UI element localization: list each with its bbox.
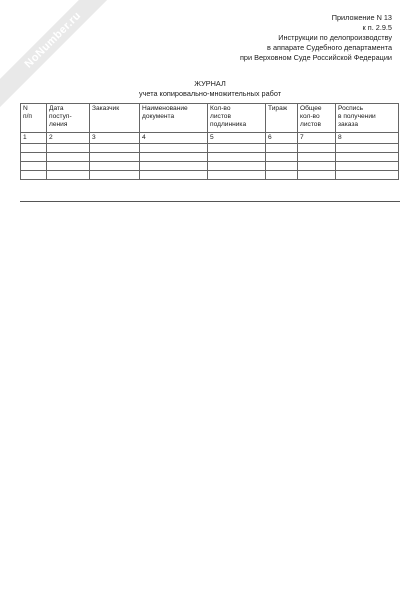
table-cell [266,153,298,162]
table-cell [21,171,47,180]
column-header [47,104,90,133]
column-header-line: Кол-во [210,105,231,112]
column-header-line: листов [300,121,321,128]
table-cell [90,162,140,171]
appendix-department: в аппарате Судебного департамента [267,43,392,52]
column-number-row [21,133,399,144]
table-cell [298,171,336,180]
table-cell [21,153,47,162]
appendix-instruction: Инструкции по делопроизводству [278,33,392,42]
column-header-line: в получении [338,113,376,120]
column-header [21,104,47,133]
table-row [21,162,399,171]
table-cell [266,162,298,171]
table-cell [336,144,399,153]
column-header-line: п/п [23,113,32,120]
column-number-cell: 1 [21,133,47,144]
table-cell [298,162,336,171]
table-cell [336,171,399,180]
table-row [21,153,399,162]
column-number-cell: 7 [298,133,336,144]
column-number-cell: 3 [90,133,140,144]
table-cell [208,153,266,162]
table-header-row [21,104,399,133]
watermark-label: NoNumber.ru [0,0,120,114]
column-header-line: листов [210,113,231,120]
column-header [208,104,266,133]
column-number-cell: 4 [140,133,208,144]
table-cell [47,171,90,180]
appendix-clause: к п. 2.9.5 [362,23,392,32]
watermark [0,0,120,120]
column-header-line: Роспись [338,105,364,112]
column-header-line: N [23,105,28,112]
table-cell [90,171,140,180]
table-cell [47,153,90,162]
table-cell [21,162,47,171]
table-cell [140,153,208,162]
table-cell [140,144,208,153]
column-header-line: Заказчик [92,105,120,112]
table-cell [208,162,266,171]
appendix-header [152,13,392,63]
column-header [266,104,298,133]
column-header [298,104,336,133]
table-cell [21,144,47,153]
column-header-line: Тираж [268,105,288,112]
column-header [336,104,399,133]
appendix-court: при Верховном Суде Российской Федерации [239,53,392,62]
table-cell [90,153,140,162]
column-header-line: поступ- [49,113,72,120]
column-header-line: Наименование [142,105,188,112]
table-cell [266,171,298,180]
journal-subtitle: учета копировально-множительных работ [138,89,282,98]
column-number-cell: 2 [47,133,90,144]
column-header [140,104,208,133]
table-body [21,133,399,180]
table-cell [208,171,266,180]
column-header-line: Общее [300,105,322,112]
column-header-line: подлинника [210,121,247,128]
table-cell [90,144,140,153]
column-number-cell: 8 [336,133,399,144]
table-cell [208,144,266,153]
column-header-line: кол-во [300,113,320,120]
table-cell [298,153,336,162]
table-row [21,144,399,153]
table-cell [140,171,208,180]
table-row [21,171,399,180]
table-cell [140,162,208,171]
footer-divider [20,201,400,202]
column-number-cell: 6 [266,133,298,144]
appendix-number: Приложение N 13 [331,13,392,22]
table-cell [47,144,90,153]
column-header-line: документа [142,113,175,120]
column-header-line: Дата [49,105,64,112]
column-header-line: заказа [338,121,359,128]
column-number-cell: 5 [208,133,266,144]
journal-title-block [0,79,420,99]
table-cell [336,153,399,162]
column-header [90,104,140,133]
table-cell [266,144,298,153]
table-cell [336,162,399,171]
table-cell [47,162,90,171]
column-header-line: ления [49,121,68,128]
journal-title: ЖУРНАЛ [194,79,226,88]
table-cell [298,144,336,153]
journal-table [20,103,399,180]
